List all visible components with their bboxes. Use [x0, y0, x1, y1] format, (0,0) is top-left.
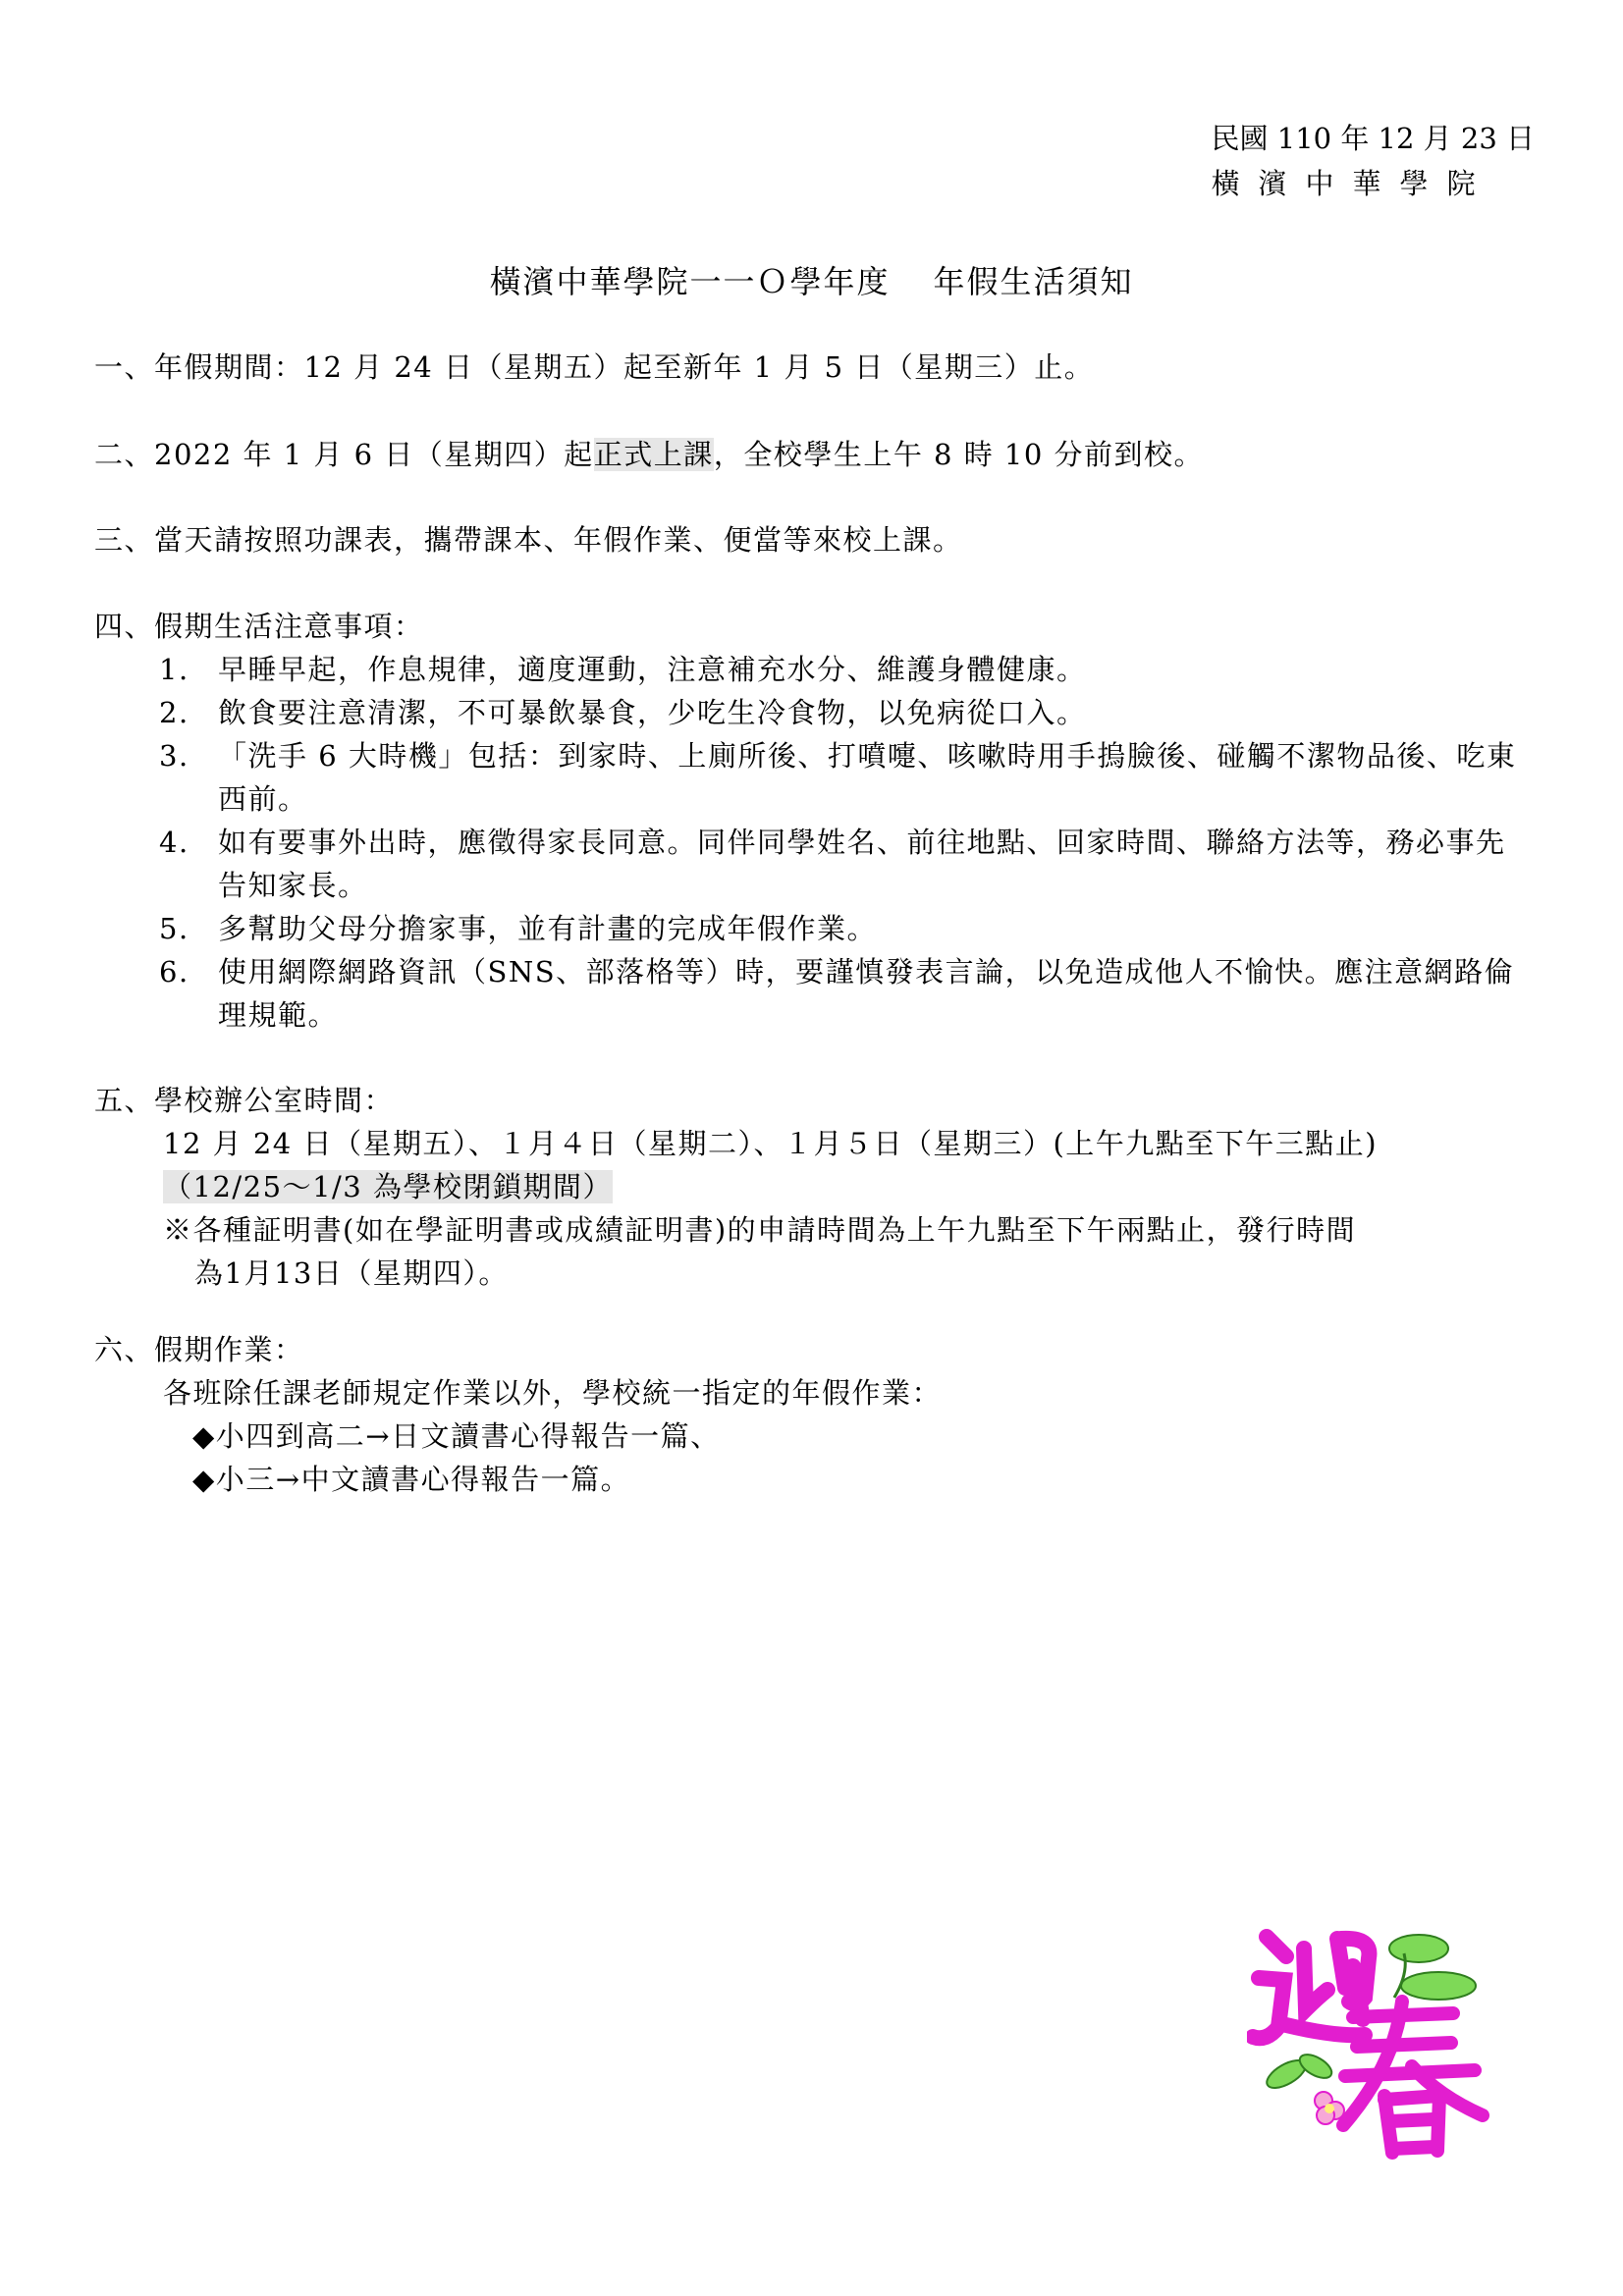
- section-6-heading: 六、假期作業：: [94, 1333, 304, 1366]
- section-2-highlight: 正式上課: [593, 438, 714, 471]
- spring-greeting-illustration: [1247, 1919, 1492, 2164]
- list-item-text: 使用網際網路資訊（SNS、部落格等）時，要謹慎發表言論，以免造成他人不愉快。應注意網路倫理規範。: [218, 955, 1515, 1032]
- list-item-number: 3.: [159, 739, 189, 773]
- list-item: [94, 950, 1524, 1037]
- list-item: [94, 821, 1524, 907]
- section-3: 三、當天請按照功課表，攜帶課本、年假作業、便當等來校上課。: [94, 523, 963, 557]
- notice-list: [94, 648, 1528, 1037]
- certificate-note-line2: 為1月13日（星期四）。: [194, 1256, 509, 1290]
- section-4: [94, 605, 1528, 1037]
- certificate-note-line1: ※各種証明書(如在學証明書或成績証明書)的申請時間為上午九點至下午兩點止，發行時間: [163, 1213, 1357, 1247]
- school-name: 橫濱中華學院: [1211, 167, 1494, 200]
- section-2-text-before: 二、2022 年 1 月 6 日（星期四）起: [94, 438, 594, 471]
- pine-leaves-icon: [1389, 1935, 1476, 2000]
- list-item: [94, 691, 1524, 734]
- list-item-text: 「洗手 6 大時機」包括：到家時、上廁所後、打噴嚏、咳嗽時用手摀臉後、碰觸不潔物品後、吃東西前。: [218, 739, 1517, 816]
- section-4-heading: 四、假期生活注意事項：: [94, 610, 424, 643]
- list-item-number: 6.: [159, 955, 189, 988]
- list-item-text: 早睡早起，作息規律，適度運動，注意補充水分、維護身體健康。: [218, 653, 1087, 686]
- list-item: [94, 907, 1524, 950]
- green-leaf-icon: [1263, 2050, 1335, 2093]
- certificate-note: [94, 1208, 1528, 1295]
- homework-intro: 各班除任課老師規定作業以外，學校統一指定的年假作業：: [163, 1376, 943, 1410]
- closure-period: （12/25～1/3 為學校閉鎖期間）: [163, 1170, 613, 1203]
- header-block: [1212, 116, 1535, 206]
- section-2: [94, 433, 1204, 476]
- section-5-heading: 五、學校辦公室時間：: [94, 1084, 395, 1117]
- document-date: 民國 110 年 12 月 23 日: [1211, 122, 1535, 155]
- list-item-number: 2.: [159, 696, 189, 729]
- closure-period-line: [94, 1165, 1528, 1208]
- list-item-number: 5.: [159, 912, 189, 945]
- section-6: [94, 1328, 1528, 1501]
- list-item-number: 1.: [159, 653, 189, 686]
- title-sub: 年假生活須知: [933, 263, 1134, 300]
- section-5: [94, 1079, 1528, 1295]
- list-item-text: 飲食要注意清潔，不可暴飲暴食，少吃生冷食物，以免病從口入。: [218, 696, 1087, 729]
- document-title: [0, 257, 1623, 302]
- list-item-text: 如有要事外出時，應徵得家長同意。同伴同學姓名、前往地點、回家時間、聯絡方法等，務必事先告知家長。: [218, 826, 1506, 902]
- homework-bullet: ◆小四到高二→日文讀書心得報告一篇、: [192, 1419, 721, 1453]
- office-hours-line: 12 月 24 日（星期五）、１月４日（星期二）、１月５日（星期三）(上午九點至下午三點止): [163, 1127, 1379, 1160]
- section-2-text-after: ，全校學生上午 8 時 10 分前到校。: [713, 438, 1205, 471]
- list-item: [94, 734, 1524, 821]
- list-item: [94, 648, 1524, 691]
- list-item-number: 4.: [159, 826, 189, 859]
- homework-bullet: ◆小三→中文讀書心得報告一篇。: [192, 1463, 631, 1496]
- section-1: 一、年假期間：12 月 24 日（星期五）起至新年 1 月 5 日（星期三）止。: [94, 350, 1095, 384]
- title-main: 橫濱中華學院一一Ｏ學年度: [489, 263, 891, 300]
- list-item-text: 多幫助父母分擔家事，並有計畫的完成年假作業。: [218, 912, 878, 945]
